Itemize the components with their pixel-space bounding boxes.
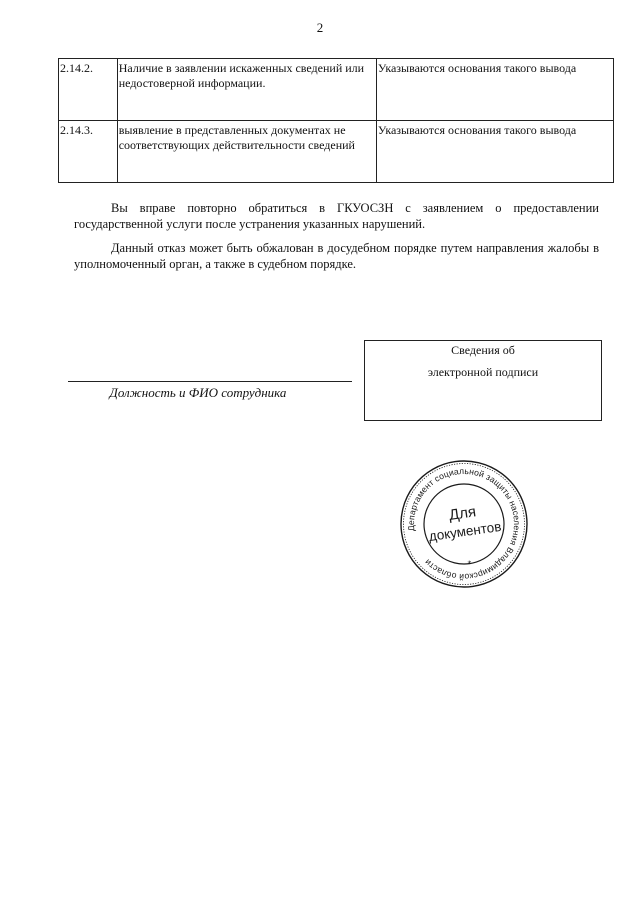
esign-label-line2: электронной подписи: [427, 365, 539, 379]
official-stamp: [398, 458, 530, 590]
row-number: 2.14.3.: [59, 121, 118, 183]
stamp-seal-graphic: [398, 458, 530, 590]
reapply-paragraph: [74, 200, 599, 232]
refusal-ground-text: выявление в представленных документах не соответствующих действительности сведений: [117, 121, 376, 183]
refusal-basis-text: Указываются основания такого вывода: [376, 59, 613, 121]
refusal-grounds-table: [58, 58, 614, 183]
stamp-ring-text: Департамент социальной защиты населения Владимирской области: [405, 465, 523, 583]
esign-label-line1: Сведения об: [451, 343, 515, 357]
appeal-paragraph: [74, 240, 599, 272]
refusal-basis-text: Указываются основания такого вывода: [376, 121, 613, 183]
signature-caption: Должность и ФИО сотрудника: [109, 385, 287, 400]
reapply-text: Вы вправе повторно обратиться в ГКУОСЗН с заявлением о предоставлении государственной услуги после устранения указанных нарушений.: [74, 201, 599, 231]
table-row: [59, 59, 614, 121]
appeal-text: Данный отказ может быть обжалован в досудебном порядке путем направления жалобы в уполномоченный орган, а также в судебном порядке.: [74, 241, 599, 271]
page-number: 2: [316, 20, 324, 35]
signature-line: [68, 381, 352, 382]
stamp-center-line1: Для: [447, 503, 478, 524]
stamp-star: *: [467, 558, 473, 569]
row-number: 2.14.2.: [59, 59, 118, 121]
stamp-center-line2: документов: [427, 518, 503, 544]
table-row: [59, 121, 614, 183]
electronic-signature-box: [364, 340, 602, 421]
refusal-ground-text: Наличие в заявлении искаженных сведений или недостоверной информации.: [117, 59, 376, 121]
